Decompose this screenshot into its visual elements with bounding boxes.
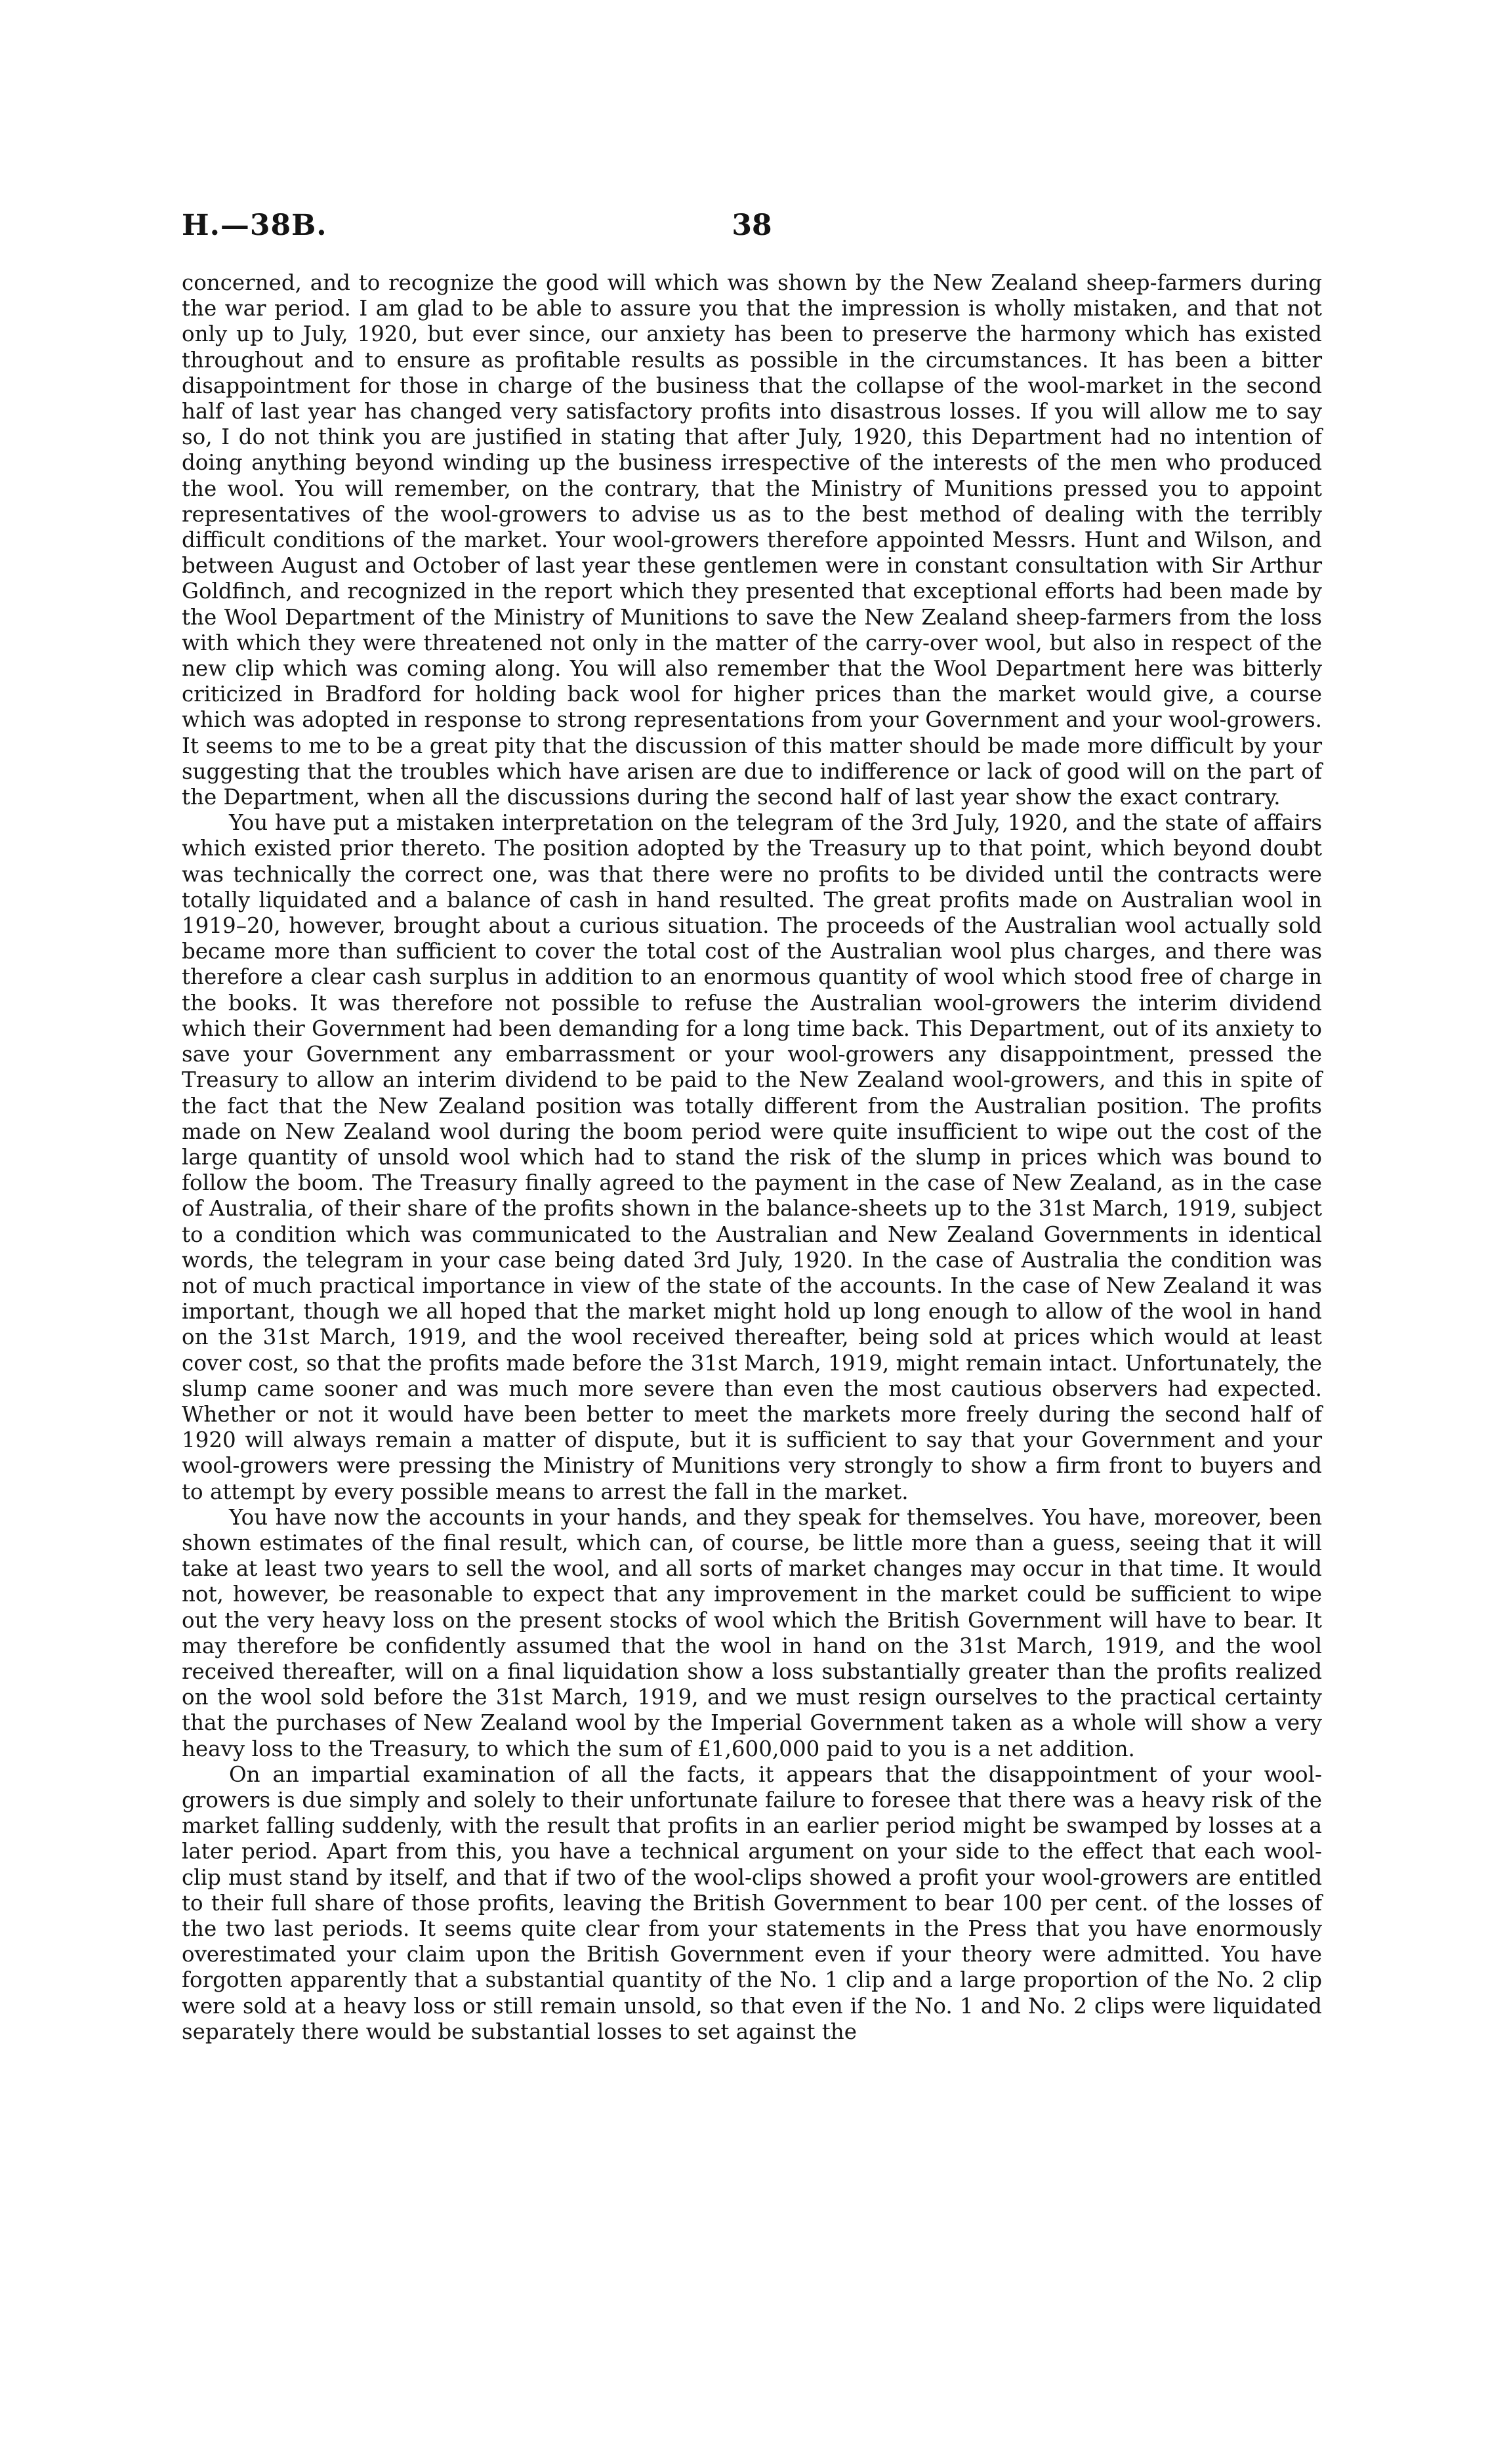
paragraph: concerned, and to recognize the good will which was shown by the New Zealand sheep-farmers during the war period. I am glad to be able to assure you that the impression is wholly mistaken, and that not only up to July, 1920, but ever since, our anxiety has been to preserve the harmony which has existed throughout and to ensure as profitable results as possible in the circumstances. It has been a bitter disappointment for those in charge of the business that the collapse of the wool-market in the second half of last year has changed very satisfactory profits into disastrous losses. If you will allow me to say so, I do not think you are justified in stating that after July, 1920, this Department had no intention of doing anything beyond winding up the business irrespective of the interests of the men who produced the wool. You will remember, on the contrary, that the Ministry of Munitions pressed you to appoint representatives of the wool-growers to advise us as to the best method of dealing with the terribly difficult conditions of the market. Your wool-growers therefore appointed Messrs. Hunt and Wilson, and between August and October of last year these gentlemen were in constant consultation with Sir Arthur Goldfinch, and recognized in the report which they presented that exceptional efforts had been made by the Wool Department of the Ministry of Munitions to save the New Zealand sheep-farmers from the loss with which they were threatened not only in the matter of the carry-over wool, but also in respect of the new clip which was coming along. You will also remember that the Wool Department here was bitterly criticized in Bradford for holding back wool for higher prices than the market would give, a course which was adopted in response to strong representations from your Government and your wool-growers. It seems to me to be a great pity that the discussion of this matter should be made more difficult by your suggesting that the troubles which have arisen are due to indifference or lack of good will on the part of the Department, when all the discussions during the second half of last year show the exact contrary. [182,270,1322,810]
document-code: H.—38B. [182,209,327,242]
page-header [182,209,1322,255]
paragraph: You have now the accounts in your hands, and they speak for themselves. You have, moreover, been shown estimates of the final result, which can, of course, be little more than a guess, seeing that it will take at least two years to sell the wool, and all sorts of market changes may occur in that time. It would not, however, be reasonable to expect that any improvement in the market could be sufficient to wipe out the very heavy loss on the present stocks of wool which the British Government will have to bear. It may therefore be confidently assumed that the wool in hand on the 31st March, 1919, and the wool received thereafter, will on a final liquidation show a loss substantially greater than the profits realized on the wool sold before the 31st March, 1919, and we must resign ourselves to the practical certainty that the purchases of New Zealand wool by the Imperial Government taken as a whole will show a very heavy loss to the Treasury, to which the sum of £1,600,000 paid to you is a net addition. [182,1504,1322,1761]
page-number: 38 [732,209,772,242]
paragraph: On an impartial examination of all the facts, it appears that the disappointment of your wool-growers is due simply and solely to their unfortunate failure to foresee that there was a heavy risk of the market falling suddenly, with the result that profits in an earlier period might be swamped by losses at a later period. Apart from this, you have a technical argument on your side to the effect that each wool-clip must stand by itself, and that if two of the wool-clips showed a profit your wool-growers are entitled to their full share of those profits, leaving the British Government to bear 100 per cent. of the losses of the two last periods. It seems quite clear from your statements in the Press that you have enormously overestimated your claim upon the British Government even if your theory were admitted. You have forgotten apparently that a substantial quantity of the No. 1 clip and a large proportion of the No. 2 clip were sold at a heavy loss or still remain unsold, so that even if the No. 1 and No. 2 clips were liquidated separately there would be substantial losses to set against the [182,1761,1322,2044]
paragraph: You have put a mistaken interpretation on the telegram of the 3rd July, 1920, and the state of affairs which existed prior thereto. The position adopted by the Treasury up to that point, which beyond doubt was technically the correct one, was that there were no profits to be divided until the contracts were totally liquidated and a balance of cash in hand resulted. The great profits made on Australian wool in 1919–20, however, brought about a curious situation. The proceeds of the Australian wool actually sold became more than sufficient to cover the total cost of the Australian wool plus charges, and there was therefore a clear cash surplus in addition to an enormous quantity of wool which stood free of charge in the books. It was therefore not possible to refuse the Australian wool-growers the interim dividend which their Government had been demanding for a long time back. This Department, out of its anxiety to save your Government any embarrassment or your wool-growers any disappointment, pressed the Treasury to allow an interim dividend to be paid to the New Zealand wool-growers, and this in spite of the fact that the New Zealand position was totally different from the Australian position. The profits made on New Zealand wool during the boom period were quite insufficient to wipe out the cost of the large quantity of unsold wool which had to stand the risk of the slump in prices which was bound to follow the boom. The Treasury finally agreed to the payment in the case of New Zealand, as in the case of Australia, of their share of the profits shown in the balance-sheets up to the 31st March, 1919, subject to a condition which was communicated to the Australian and New Zealand Governments in identical words, the telegram in your case being dated 3rd July, 1920. In the case of Australia the condition was not of much practical importance in view of the state of the accounts. In the case of New Zealand it was important, though we all hoped that the market might hold up long enough to allow of the wool in hand on the 31st March, 1919, and the wool received thereafter, being sold at prices which would at least cover cost, so that the profits made before the 31st March, 1919, might remain intact. Unfortunately, the slump came sooner and was much more severe than even the most cautious observers had expected. Whether or not it would have been better to meet the markets more freely during the second half of 1920 will always remain a matter of dispute, but it is sufficient to say that your Government and your wool-growers were pressing the Ministry of Munitions very strongly to show a firm front to buyers and to attempt by every possible means to arrest the fall in the market. [182,810,1322,1504]
document-body [182,270,1322,2238]
